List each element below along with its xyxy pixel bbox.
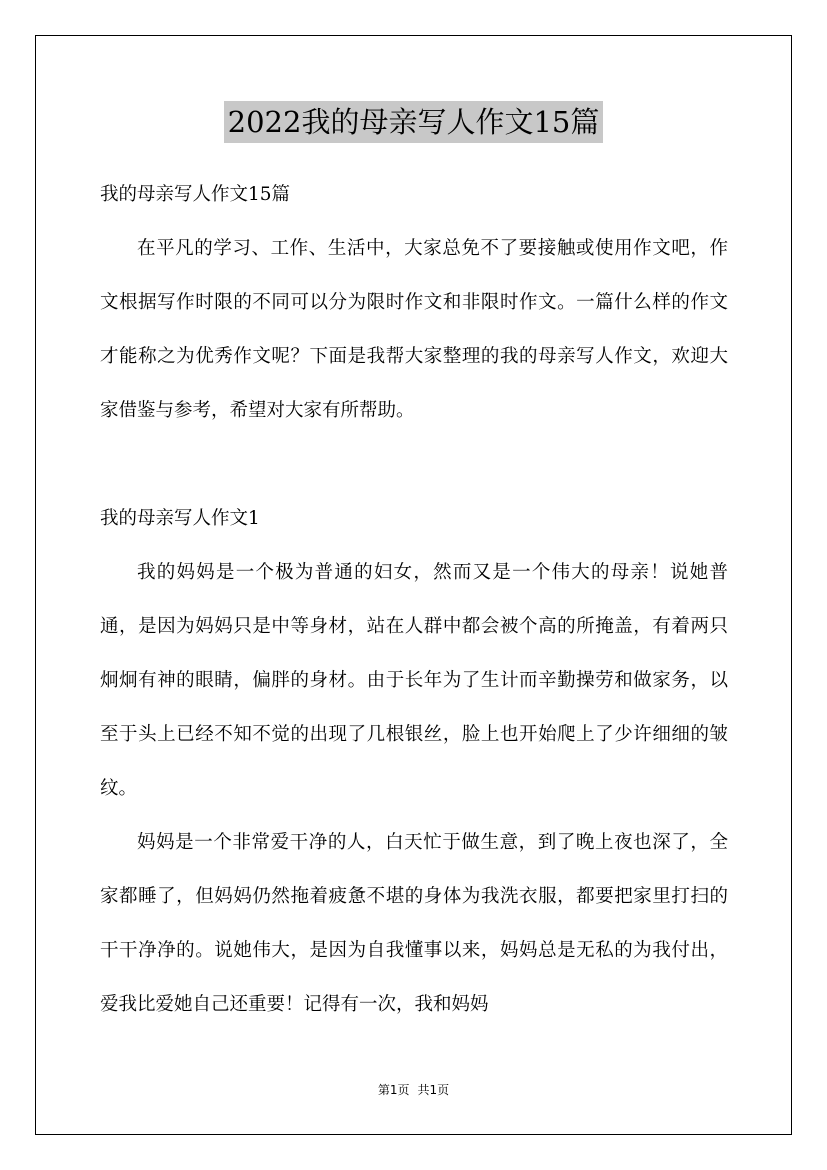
title-container: [0, 101, 827, 143]
document-body: [100, 168, 728, 1032]
intro-paragraph: 在平凡的学习、工作、生活中，大家总免不了要接触或使用作文吧，作文根据写作时限的不同可以分为限时作文和非限时作文。一篇什么样的作文才能称之为优秀作文呢？下面是我帮大家整理的我的母亲写人作文，欢迎大家借鉴与参考，希望对大家有所帮助。: [100, 238, 728, 421]
section-spacer: [100, 438, 728, 492]
page-total: 共1页: [417, 1083, 450, 1097]
section1-paragraph-1: 我的妈妈是一个极为普通的妇女，然而又是一个伟大的母亲！说她普通，是因为妈妈只是中等身材，站在人群中都会被个高的所掩盖，有着两只炯炯有神的眼睛，偏胖的身材。由于长年为了生计而辛勤操劳和做家务，以至于头上已经不知不觉的出现了几根银丝，脸上也开始爬上了少许细细的皱纹。: [100, 562, 728, 799]
document-title: 2022我的母亲写人作文15篇: [224, 101, 604, 143]
page-footer: [0, 1081, 827, 1099]
section1-heading: 我的母亲写人作文1: [100, 508, 260, 529]
section1-paragraph-2: 妈妈是一个非常爱干净的人，白天忙于做生意，到了晚上夜也深了，全家都睡了，但妈妈仍然拖着疲惫不堪的身体为我洗衣服，都要把家里打扫的干干净净的。说她伟大，是因为自我懂事以来，妈妈总是无私的为我付出，爱我比爱她自己还重要！记得有一次，我和妈妈: [100, 832, 728, 1015]
intro-heading: 我的母亲写人作文15篇: [100, 184, 291, 205]
page-number: 第1页: [377, 1083, 410, 1097]
